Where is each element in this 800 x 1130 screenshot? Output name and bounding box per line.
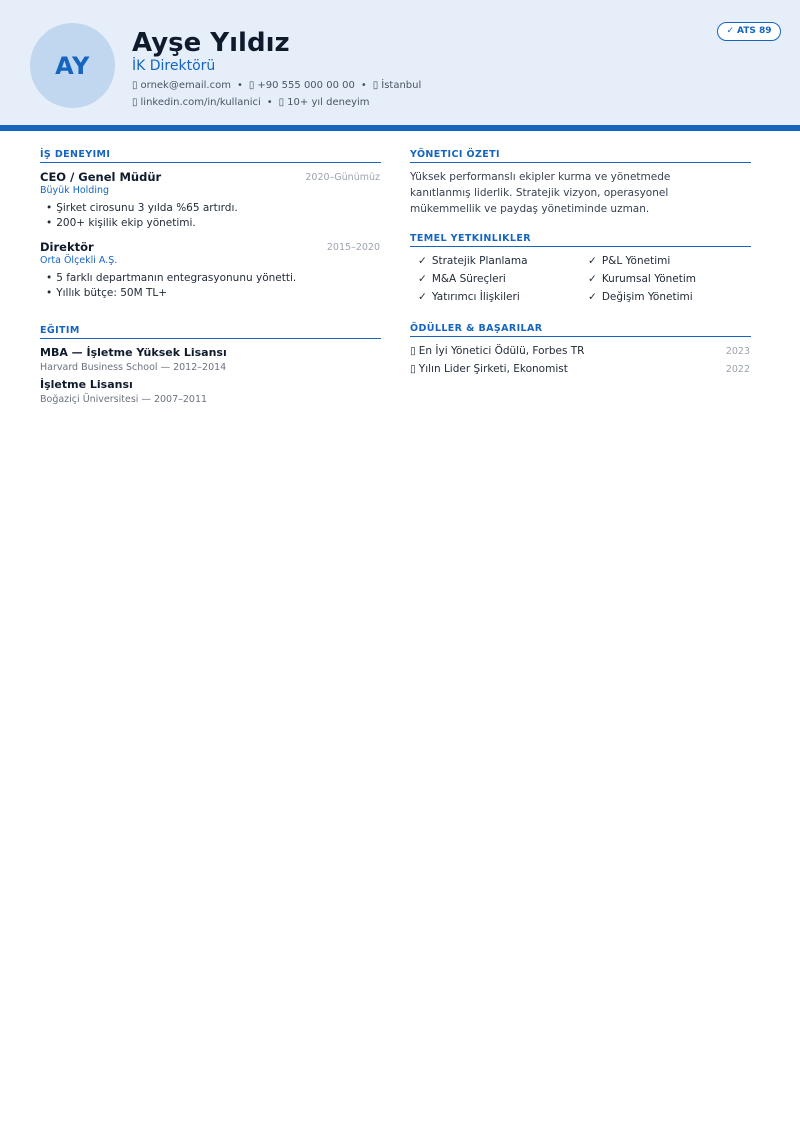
- job-bullet: [46, 287, 167, 300]
- bullet-dot: •: [46, 287, 53, 299]
- section-divider: [410, 336, 751, 337]
- avatar: [30, 23, 115, 108]
- skill-label: Yatırımcı İlişkileri: [431, 291, 520, 303]
- location-icon: ▯: [372, 80, 379, 91]
- job-title: CEO / Genel Müdür: [40, 170, 162, 184]
- check-icon: ✓: [588, 291, 597, 303]
- skill-item: [588, 273, 696, 286]
- job-dates: 2020–Günümüz: [305, 172, 380, 183]
- contact-linkedin[interactable]: linkedin.com/in/kullanici: [140, 97, 261, 108]
- skill-label: M&A Süreçleri: [431, 273, 506, 285]
- job-bullet-text: Yıllık bütçe: 50M TL+: [56, 287, 168, 299]
- skill-label: Stratejik Planlama: [431, 255, 528, 267]
- resume-header: [0, 0, 800, 125]
- candidate-role: İK Direktörü: [132, 58, 216, 74]
- job-company: Büyük Holding: [40, 185, 110, 196]
- skills-section-title: TEMEL YETKINLIKLER: [410, 233, 531, 244]
- check-icon: ✓: [588, 255, 597, 267]
- contact-email[interactable]: ornek@email.com: [140, 80, 231, 91]
- contact-row-1: [132, 79, 421, 92]
- education-section-title: EĞITIM: [40, 325, 80, 336]
- check-icon: ✓: [588, 273, 597, 285]
- email-icon: ▯: [132, 80, 138, 91]
- trophy-icon: ▯: [410, 363, 416, 375]
- avatar-initials: AY: [55, 51, 90, 80]
- section-divider: [40, 338, 381, 339]
- section-divider: [410, 162, 751, 163]
- job-title: Direktör: [40, 240, 94, 254]
- job-bullet: [46, 217, 196, 230]
- phone-icon: ▯: [248, 80, 255, 91]
- executive-summary: [410, 169, 740, 217]
- award-year: 2022: [725, 364, 750, 375]
- education-school: Boğaziçi Üniversitesi — 2007–2011: [40, 394, 208, 405]
- check-icon: ✓: [418, 255, 427, 267]
- trophy-icon: ▯: [410, 345, 416, 357]
- contact-row-2: [132, 96, 370, 109]
- skill-label: Değişim Yönetimi: [601, 291, 693, 303]
- check-icon: ✓: [418, 291, 427, 303]
- job-company: Orta Ölçekli A.Ş.: [40, 255, 118, 266]
- skill-label: P&L Yönetimi: [601, 255, 671, 267]
- skill-item: [418, 291, 520, 304]
- summary-section-title: YÖNETICI ÖZETI: [410, 149, 500, 160]
- award-label: Yılın Lider Şirketi, Ekonomist: [418, 363, 568, 375]
- experience-icon: ▯: [278, 97, 285, 108]
- job-bullet-text: Şirket cirosunu 3 yılda %65 artırdı.: [56, 202, 238, 214]
- education-degree: MBA — İşletme Yüksek Lisansı: [40, 346, 227, 359]
- skill-item: [588, 291, 693, 304]
- job-bullet: [46, 202, 238, 215]
- job-bullet-text: 5 farklı departmanın entegrasyonunu yönetti.: [56, 272, 297, 284]
- skill-item: [418, 273, 506, 286]
- bullet-dot: •: [46, 217, 53, 229]
- job-bullet-text: 200+ kişilik ekip yönetimi.: [56, 217, 196, 229]
- contact-separator: •: [266, 97, 273, 108]
- skill-item: [418, 255, 528, 268]
- summary-line: Yüksek performanslı ekipler kurma ve yönetmede: [410, 171, 671, 183]
- job-dates: 2015–2020: [326, 242, 380, 253]
- award-label: En İyi Yönetici Ödülü, Forbes TR: [418, 345, 585, 357]
- contact-separator: •: [360, 80, 367, 91]
- award-item: [410, 345, 584, 358]
- bullet-dot: •: [46, 272, 53, 284]
- check-icon: ✓: [726, 26, 734, 36]
- education-degree: İşletme Lisansı: [40, 378, 133, 391]
- ats-score-label: ATS 89: [737, 26, 772, 36]
- skill-label: Kurumsal Yönetim: [601, 273, 697, 285]
- education-school: Harvard Business School — 2012–2014: [40, 362, 227, 373]
- skill-item: [588, 255, 670, 268]
- experience-section-title: İŞ DENEYIMI: [40, 149, 111, 160]
- award-item: [410, 363, 568, 376]
- bullet-dot: •: [46, 202, 53, 214]
- ats-score-badge: [717, 22, 781, 41]
- summary-line: mükemmellik ve paydaş yönetiminde uzman.: [410, 203, 650, 215]
- contact-phone[interactable]: +90 555 000 00 00: [257, 80, 355, 91]
- section-divider: [40, 162, 381, 163]
- header-accent-bar: [0, 125, 800, 131]
- section-divider: [410, 246, 751, 247]
- linkedin-icon: ▯: [132, 97, 138, 108]
- awards-section-title: ÖDÜLLER & BAŞARILAR: [410, 323, 543, 334]
- contact-experience: 10+ yıl deneyim: [287, 97, 370, 108]
- job-bullet: [46, 272, 296, 285]
- award-year: 2023: [725, 346, 750, 357]
- summary-line: kanıtlanmış liderlik. Stratejik vizyon, operasyonel: [410, 187, 669, 199]
- candidate-name: Ayşe Yıldız: [132, 28, 290, 58]
- contact-separator: •: [236, 80, 243, 91]
- check-icon: ✓: [418, 273, 427, 285]
- contact-location: İstanbul: [381, 80, 422, 91]
